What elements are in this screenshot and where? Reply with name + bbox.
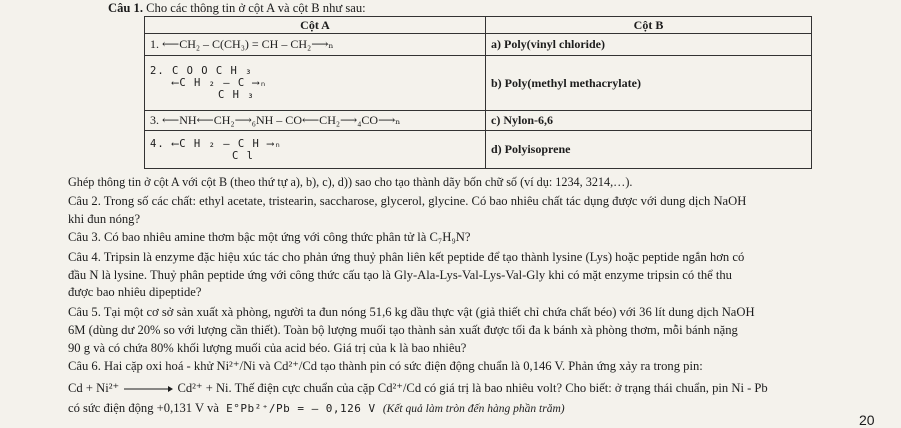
- row2-formula-main: ⟵C H ₂ – C ⟶ₙ: [172, 77, 268, 89]
- matching-table: [144, 16, 812, 169]
- row3-col-a: 3. ⟵NH⟵CH₂⟶₆NH – CO⟵CH₂⟶₄CO⟶ₙ: [145, 111, 486, 131]
- q4-line1: Câu 4. Tripsin là enzyme đặc hiệu xúc tác cho phản ứng thuỷ phân liên kết peptide để tạo thành lysine (Lys) hoặc peptide ngắn hơn có: [68, 250, 745, 264]
- q6-line1: Câu 6. Hai cặp oxi hoá - khử Ni²⁺/Ni và Cd²⁺/Cd tạo thành pin có sức điện động chuẩn là 0,146 V. Phản ứng xảy ra trong pin:: [68, 359, 703, 373]
- row1-col-b: a) Poly(vinyl chloride): [486, 34, 812, 56]
- row4-col-b: d) Polyisoprene: [486, 131, 812, 169]
- pb-electrode-potential: E°Pb²⁺/Pb = – 0,126 V: [226, 402, 376, 415]
- q3-line1: Câu 3. Có bao nhiêu amine thơm bậc một ứng với công thức phân tử là C₇H₉N?: [68, 230, 471, 244]
- row3-col-b: c) Nylon-6,6: [486, 111, 812, 131]
- row4-formula-main: 4. ⟵C H ₂ – C H ⟶ₙ: [150, 137, 282, 150]
- q4-line2: đầu N là lysine. Thuỷ phân peptide ứng với công thức cấu tạo là Gly-Ala-Lys-Val-Lys-Val-Gly khi có mặt enzyme tripsin có thể thu: [68, 268, 732, 282]
- q1-intro: [108, 1, 366, 16]
- q5-line1: Câu 5. Tại một cơ sở sản xuất xà phòng, người ta đun nóng 51,6 kg dầu thực vật (giả thiết chỉ chứa chất béo) với 36 lít dung dịch NaOH: [68, 305, 755, 319]
- reaction-left: Cd + Ni²⁺: [68, 381, 120, 395]
- row2-col-b: b) Poly(methyl methacrylate): [486, 56, 812, 111]
- row4-col-a: [145, 131, 486, 169]
- q1-label: Câu 1.: [108, 1, 143, 15]
- row4-formula-bottom: C l: [232, 149, 254, 162]
- row2-formula-bottom: C H ₃: [218, 89, 255, 101]
- reaction-arrow-icon: [122, 384, 174, 394]
- q5-line2: 6M (dùng dư 20% so với lượng cần thiết). Toàn bộ lượng muối tạo thành sản xuất được tối đa k bánh xà phòng thơm, mỗi bánh nặng: [68, 323, 738, 337]
- col-a-header: Cột A: [145, 17, 486, 34]
- q6-line3: [68, 401, 565, 417]
- q1-intro-text: Cho các thông tin ở cột A và cột B như sau:: [146, 1, 366, 15]
- row1-col-a: 1. ⟵CH₂ – C(CH₃) = CH – CH₂⟶ₙ: [145, 34, 486, 56]
- q2-line1: Câu 2. Trong số các chất: ethyl acetate, tristearin, saccharose, glycerol, glycine. Có bao nhiêu chất tác dụng được với dung dịch NaOH: [68, 194, 747, 208]
- q6-line2: [68, 381, 768, 396]
- row2-formula-top: 2. C O O C H ₃: [150, 65, 253, 77]
- rounding-note: (Kết quả làm tròn đến hàng phần trăm): [382, 403, 565, 415]
- q6-emf-text: có sức điện động +0,131 V và: [68, 401, 219, 415]
- page-number: 20: [859, 412, 875, 428]
- q2-line2: khi đun nóng?: [68, 212, 141, 226]
- q4-line3: được bao nhiêu dipeptide?: [68, 285, 202, 299]
- reaction-right: Cd²⁺ + Ni. Thế điện cực chuẩn của cặp Cd²⁺/Cd có giá trị là bao nhiêu volt? Cho biết: ở trạng thái chuẩn, pin Ni - Pb: [177, 381, 768, 395]
- col-b-header: Cột B: [486, 17, 812, 34]
- q5-line3: 90 g và có chứa 80% khối lượng muối của acid béo. Giá trị của k là bao nhiêu?: [68, 341, 467, 355]
- q1-instruction: Ghép thông tin ở cột A với cột B (theo thứ tự a), b), c), d)) sao cho tạo thành dãy bốn chữ số (ví dụ: 1234, 3214,…).: [68, 175, 633, 189]
- row2-col-a: [145, 56, 486, 111]
